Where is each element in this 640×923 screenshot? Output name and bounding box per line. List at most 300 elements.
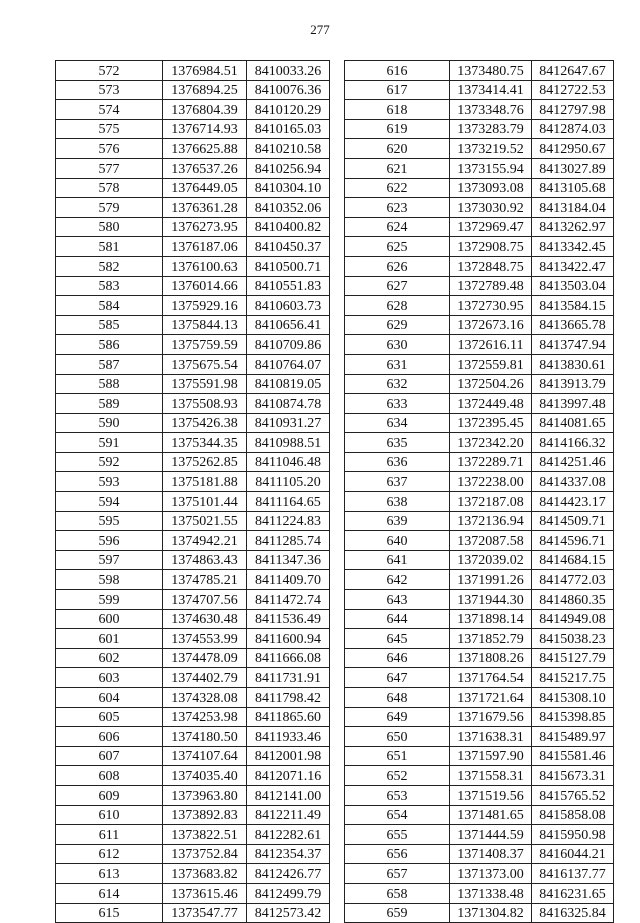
table-row — [56, 178, 330, 198]
x-coordinate-cell: 1374553.99 — [163, 629, 247, 649]
x-coordinate-cell: 1372673.16 — [450, 315, 532, 335]
table-row — [345, 825, 614, 845]
y-coordinate-cell: 8410819.05 — [247, 374, 330, 394]
y-coordinate-cell: 8414423.17 — [532, 492, 614, 512]
x-coordinate-cell: 1371519.56 — [450, 785, 532, 805]
point-number-cell: 589 — [56, 394, 163, 414]
point-number-cell: 636 — [345, 452, 450, 472]
y-coordinate-cell: 8413747.94 — [532, 335, 614, 355]
point-number-cell: 608 — [56, 766, 163, 786]
point-number-cell: 591 — [56, 433, 163, 453]
x-coordinate-cell: 1373480.75 — [450, 61, 532, 81]
x-coordinate-cell: 1371304.82 — [450, 903, 532, 923]
y-coordinate-cell: 8415489.97 — [532, 727, 614, 747]
table-row — [56, 139, 330, 159]
x-coordinate-cell: 1376625.88 — [163, 139, 247, 159]
table-row — [56, 707, 330, 727]
point-number-cell: 637 — [345, 472, 450, 492]
table-row — [56, 354, 330, 374]
table-row — [345, 864, 614, 884]
table-row — [56, 746, 330, 766]
table-row — [56, 472, 330, 492]
table-row — [56, 237, 330, 257]
point-number-cell: 576 — [56, 139, 163, 159]
y-coordinate-cell: 8415858.08 — [532, 805, 614, 825]
y-coordinate-cell: 8412647.67 — [532, 61, 614, 81]
point-number-cell: 621 — [345, 158, 450, 178]
x-coordinate-cell: 1375021.55 — [163, 511, 247, 531]
table-row — [56, 629, 330, 649]
y-coordinate-cell: 8413184.04 — [532, 198, 614, 218]
point-number-cell: 610 — [56, 805, 163, 825]
y-coordinate-cell: 8411865.60 — [247, 707, 330, 727]
coordinates-table-right — [344, 60, 614, 923]
point-number-cell: 605 — [56, 707, 163, 727]
table-row — [345, 570, 614, 590]
x-coordinate-cell: 1373283.79 — [450, 119, 532, 139]
table-row — [56, 805, 330, 825]
y-coordinate-cell: 8412071.16 — [247, 766, 330, 786]
y-coordinate-cell: 8413105.68 — [532, 178, 614, 198]
point-number-cell: 638 — [345, 492, 450, 512]
x-coordinate-cell: 1374253.98 — [163, 707, 247, 727]
x-coordinate-cell: 1372504.26 — [450, 374, 532, 394]
table-row — [56, 61, 330, 81]
y-coordinate-cell: 8412797.98 — [532, 100, 614, 120]
x-coordinate-cell: 1371481.65 — [450, 805, 532, 825]
y-coordinate-cell: 8410120.29 — [247, 100, 330, 120]
point-number-cell: 592 — [56, 452, 163, 472]
x-coordinate-cell: 1371721.64 — [450, 688, 532, 708]
table-row — [345, 590, 614, 610]
point-number-cell: 596 — [56, 531, 163, 551]
point-number-cell: 634 — [345, 413, 450, 433]
y-coordinate-cell: 8414337.08 — [532, 472, 614, 492]
y-coordinate-cell: 8411666.08 — [247, 648, 330, 668]
point-number-cell: 595 — [56, 511, 163, 531]
point-number-cell: 629 — [345, 315, 450, 335]
x-coordinate-cell: 1371638.31 — [450, 727, 532, 747]
table-row — [345, 452, 614, 472]
x-coordinate-cell: 1375929.16 — [163, 296, 247, 316]
x-coordinate-cell: 1373615.46 — [163, 883, 247, 903]
x-coordinate-cell: 1375344.35 — [163, 433, 247, 453]
y-coordinate-cell: 8413503.04 — [532, 276, 614, 296]
x-coordinate-cell: 1376714.93 — [163, 119, 247, 139]
y-coordinate-cell: 8412001.98 — [247, 746, 330, 766]
x-coordinate-cell: 1374107.64 — [163, 746, 247, 766]
x-coordinate-cell: 1371679.56 — [450, 707, 532, 727]
point-number-cell: 655 — [345, 825, 450, 845]
y-coordinate-cell: 8410500.71 — [247, 256, 330, 276]
point-number-cell: 583 — [56, 276, 163, 296]
point-number-cell: 581 — [56, 237, 163, 257]
y-coordinate-cell: 8410210.58 — [247, 139, 330, 159]
x-coordinate-cell: 1372449.48 — [450, 394, 532, 414]
point-number-cell: 612 — [56, 844, 163, 864]
x-coordinate-cell: 1376984.51 — [163, 61, 247, 81]
point-number-cell: 572 — [56, 61, 163, 81]
table-row — [345, 511, 614, 531]
y-coordinate-cell: 8411933.46 — [247, 727, 330, 747]
table-row — [345, 374, 614, 394]
point-number-cell: 630 — [345, 335, 450, 355]
point-number-cell: 617 — [345, 80, 450, 100]
x-coordinate-cell: 1372187.08 — [450, 492, 532, 512]
y-coordinate-cell: 8413422.47 — [532, 256, 614, 276]
y-coordinate-cell: 8411105.20 — [247, 472, 330, 492]
table-row — [56, 609, 330, 629]
x-coordinate-cell: 1376187.06 — [163, 237, 247, 257]
point-number-cell: 622 — [345, 178, 450, 198]
table-row — [56, 374, 330, 394]
x-coordinate-cell: 1372238.00 — [450, 472, 532, 492]
x-coordinate-cell: 1372559.81 — [450, 354, 532, 374]
y-coordinate-cell: 8413665.78 — [532, 315, 614, 335]
table-row — [56, 590, 330, 610]
x-coordinate-cell: 1375759.59 — [163, 335, 247, 355]
x-coordinate-cell: 1376100.63 — [163, 256, 247, 276]
y-coordinate-cell: 8415581.46 — [532, 746, 614, 766]
x-coordinate-cell: 1374785.21 — [163, 570, 247, 590]
table-row — [56, 492, 330, 512]
table-row — [345, 354, 614, 374]
point-number-cell: 649 — [345, 707, 450, 727]
y-coordinate-cell: 8410709.86 — [247, 335, 330, 355]
y-coordinate-cell: 8414949.08 — [532, 609, 614, 629]
table-row — [345, 785, 614, 805]
table-row — [56, 570, 330, 590]
x-coordinate-cell: 1375426.38 — [163, 413, 247, 433]
y-coordinate-cell: 8414772.03 — [532, 570, 614, 590]
x-coordinate-cell: 1372289.71 — [450, 452, 532, 472]
point-number-cell: 613 — [56, 864, 163, 884]
y-coordinate-cell: 8410304.10 — [247, 178, 330, 198]
table-row — [56, 256, 330, 276]
y-coordinate-cell: 8414860.35 — [532, 590, 614, 610]
point-number-cell: 618 — [345, 100, 450, 120]
table-row — [345, 903, 614, 923]
x-coordinate-cell: 1372789.48 — [450, 276, 532, 296]
table-row — [56, 217, 330, 237]
point-number-cell: 582 — [56, 256, 163, 276]
x-coordinate-cell: 1374402.79 — [163, 668, 247, 688]
point-number-cell: 652 — [345, 766, 450, 786]
table-row — [56, 119, 330, 139]
y-coordinate-cell: 8410551.83 — [247, 276, 330, 296]
point-number-cell: 624 — [345, 217, 450, 237]
y-coordinate-cell: 8414684.15 — [532, 550, 614, 570]
x-coordinate-cell: 1374180.50 — [163, 727, 247, 747]
y-coordinate-cell: 8412573.42 — [247, 903, 330, 923]
table-row — [56, 903, 330, 923]
table-row — [56, 825, 330, 845]
point-number-cell: 647 — [345, 668, 450, 688]
point-number-cell: 627 — [345, 276, 450, 296]
y-coordinate-cell: 8415217.75 — [532, 668, 614, 688]
y-coordinate-cell: 8410450.37 — [247, 237, 330, 257]
table-row — [56, 766, 330, 786]
table-row — [56, 883, 330, 903]
x-coordinate-cell: 1371808.26 — [450, 648, 532, 668]
point-number-cell: 586 — [56, 335, 163, 355]
x-coordinate-cell: 1372908.75 — [450, 237, 532, 257]
table-row — [345, 531, 614, 551]
table-row — [345, 746, 614, 766]
y-coordinate-cell: 8415950.98 — [532, 825, 614, 845]
point-number-cell: 603 — [56, 668, 163, 688]
table-row — [345, 100, 614, 120]
x-coordinate-cell: 1371558.31 — [450, 766, 532, 786]
point-number-cell: 644 — [345, 609, 450, 629]
y-coordinate-cell: 8411347.36 — [247, 550, 330, 570]
point-number-cell: 611 — [56, 825, 163, 845]
table-row — [345, 178, 614, 198]
y-coordinate-cell: 8411285.74 — [247, 531, 330, 551]
point-number-cell: 633 — [345, 394, 450, 414]
x-coordinate-cell: 1371898.14 — [450, 609, 532, 629]
x-coordinate-cell: 1374707.56 — [163, 590, 247, 610]
table-row — [56, 276, 330, 296]
x-coordinate-cell: 1372969.47 — [450, 217, 532, 237]
point-number-cell: 641 — [345, 550, 450, 570]
x-coordinate-cell: 1375262.85 — [163, 452, 247, 472]
point-number-cell: 643 — [345, 590, 450, 610]
x-coordinate-cell: 1371944.30 — [450, 590, 532, 610]
table-row — [345, 883, 614, 903]
point-number-cell: 609 — [56, 785, 163, 805]
y-coordinate-cell: 8412874.03 — [532, 119, 614, 139]
point-number-cell: 623 — [345, 198, 450, 218]
x-coordinate-cell: 1375591.98 — [163, 374, 247, 394]
table-row — [345, 394, 614, 414]
y-coordinate-cell: 8410931.27 — [247, 413, 330, 433]
point-number-cell: 587 — [56, 354, 163, 374]
x-coordinate-cell: 1374863.43 — [163, 550, 247, 570]
x-coordinate-cell: 1373963.80 — [163, 785, 247, 805]
x-coordinate-cell: 1372395.45 — [450, 413, 532, 433]
point-number-cell: 584 — [56, 296, 163, 316]
table-row — [345, 315, 614, 335]
point-number-cell: 574 — [56, 100, 163, 120]
x-coordinate-cell: 1371338.48 — [450, 883, 532, 903]
table-row — [56, 785, 330, 805]
point-number-cell: 631 — [345, 354, 450, 374]
table-row — [345, 296, 614, 316]
point-number-cell: 651 — [345, 746, 450, 766]
y-coordinate-cell: 8414166.32 — [532, 433, 614, 453]
point-number-cell: 616 — [345, 61, 450, 81]
table-row — [345, 80, 614, 100]
table-row — [345, 805, 614, 825]
table-row — [345, 198, 614, 218]
point-number-cell: 639 — [345, 511, 450, 531]
y-coordinate-cell: 8411536.49 — [247, 609, 330, 629]
point-number-cell: 632 — [345, 374, 450, 394]
point-number-cell: 602 — [56, 648, 163, 668]
table-row — [345, 256, 614, 276]
x-coordinate-cell: 1373348.76 — [450, 100, 532, 120]
y-coordinate-cell: 8413262.97 — [532, 217, 614, 237]
point-number-cell: 575 — [56, 119, 163, 139]
point-number-cell: 650 — [345, 727, 450, 747]
x-coordinate-cell: 1375844.13 — [163, 315, 247, 335]
point-number-cell: 619 — [345, 119, 450, 139]
y-coordinate-cell: 8410764.07 — [247, 354, 330, 374]
table-row — [56, 80, 330, 100]
x-coordinate-cell: 1372342.20 — [450, 433, 532, 453]
y-coordinate-cell: 8410076.36 — [247, 80, 330, 100]
x-coordinate-cell: 1371408.37 — [450, 844, 532, 864]
point-number-cell: 599 — [56, 590, 163, 610]
table-row — [345, 629, 614, 649]
x-coordinate-cell: 1371597.90 — [450, 746, 532, 766]
y-coordinate-cell: 8415398.85 — [532, 707, 614, 727]
table-row — [345, 492, 614, 512]
y-coordinate-cell: 8416044.21 — [532, 844, 614, 864]
x-coordinate-cell: 1374478.09 — [163, 648, 247, 668]
x-coordinate-cell: 1372616.11 — [450, 335, 532, 355]
y-coordinate-cell: 8411046.48 — [247, 452, 330, 472]
point-number-cell: 578 — [56, 178, 163, 198]
y-coordinate-cell: 8412211.49 — [247, 805, 330, 825]
y-coordinate-cell: 8412499.79 — [247, 883, 330, 903]
y-coordinate-cell: 8413027.89 — [532, 158, 614, 178]
y-coordinate-cell: 8411409.70 — [247, 570, 330, 590]
x-coordinate-cell: 1373219.52 — [450, 139, 532, 159]
point-number-cell: 593 — [56, 472, 163, 492]
page-number: 277 — [310, 22, 330, 37]
table-row — [56, 100, 330, 120]
point-number-cell: 604 — [56, 688, 163, 708]
y-coordinate-cell: 8410165.03 — [247, 119, 330, 139]
y-coordinate-cell: 8412722.53 — [532, 80, 614, 100]
x-coordinate-cell: 1376014.66 — [163, 276, 247, 296]
y-coordinate-cell: 8413913.79 — [532, 374, 614, 394]
point-number-cell: 577 — [56, 158, 163, 178]
point-number-cell: 645 — [345, 629, 450, 649]
table-row — [345, 335, 614, 355]
x-coordinate-cell: 1373414.41 — [450, 80, 532, 100]
x-coordinate-cell: 1375508.93 — [163, 394, 247, 414]
y-coordinate-cell: 8411600.94 — [247, 629, 330, 649]
point-number-cell: 659 — [345, 903, 450, 923]
y-coordinate-cell: 8414596.71 — [532, 531, 614, 551]
x-coordinate-cell: 1373547.77 — [163, 903, 247, 923]
y-coordinate-cell: 8413997.48 — [532, 394, 614, 414]
y-coordinate-cell: 8416325.84 — [532, 903, 614, 923]
x-coordinate-cell: 1375675.54 — [163, 354, 247, 374]
table-body-right — [345, 61, 614, 923]
y-coordinate-cell: 8410656.41 — [247, 315, 330, 335]
point-number-cell: 588 — [56, 374, 163, 394]
point-number-cell: 615 — [56, 903, 163, 923]
table-row — [56, 668, 330, 688]
table-row — [345, 237, 614, 257]
table-row — [56, 198, 330, 218]
table-row — [345, 668, 614, 688]
point-number-cell: 620 — [345, 139, 450, 159]
table-row — [56, 433, 330, 453]
table-row — [345, 276, 614, 296]
x-coordinate-cell: 1376273.95 — [163, 217, 247, 237]
x-coordinate-cell: 1374328.08 — [163, 688, 247, 708]
y-coordinate-cell: 8410988.51 — [247, 433, 330, 453]
y-coordinate-cell: 8412141.00 — [247, 785, 330, 805]
y-coordinate-cell: 8410352.06 — [247, 198, 330, 218]
y-coordinate-cell: 8413342.45 — [532, 237, 614, 257]
y-coordinate-cell: 8410874.78 — [247, 394, 330, 414]
table-row — [56, 550, 330, 570]
y-coordinate-cell: 8413584.15 — [532, 296, 614, 316]
point-number-cell: 598 — [56, 570, 163, 590]
y-coordinate-cell: 8416231.65 — [532, 883, 614, 903]
x-coordinate-cell: 1372848.75 — [450, 256, 532, 276]
table-row — [345, 158, 614, 178]
table-row — [56, 648, 330, 668]
table-row — [56, 864, 330, 884]
point-number-cell: 657 — [345, 864, 450, 884]
x-coordinate-cell: 1374630.48 — [163, 609, 247, 629]
point-number-cell: 573 — [56, 80, 163, 100]
table-row — [56, 531, 330, 551]
y-coordinate-cell: 8412282.61 — [247, 825, 330, 845]
point-number-cell: 579 — [56, 198, 163, 218]
y-coordinate-cell: 8410033.26 — [247, 61, 330, 81]
table-row — [345, 707, 614, 727]
point-number-cell: 590 — [56, 413, 163, 433]
table-row — [345, 472, 614, 492]
y-coordinate-cell: 8414081.65 — [532, 413, 614, 433]
table-row — [345, 844, 614, 864]
point-number-cell: 628 — [345, 296, 450, 316]
x-coordinate-cell: 1375181.88 — [163, 472, 247, 492]
y-coordinate-cell: 8411731.91 — [247, 668, 330, 688]
y-coordinate-cell: 8412950.67 — [532, 139, 614, 159]
x-coordinate-cell: 1371764.54 — [450, 668, 532, 688]
table-row — [345, 648, 614, 668]
table-body-left — [56, 61, 330, 923]
y-coordinate-cell: 8413830.61 — [532, 354, 614, 374]
x-coordinate-cell: 1376537.26 — [163, 158, 247, 178]
point-number-cell: 580 — [56, 217, 163, 237]
table-row — [345, 550, 614, 570]
y-coordinate-cell: 8415038.23 — [532, 629, 614, 649]
x-coordinate-cell: 1376804.39 — [163, 100, 247, 120]
table-row — [56, 394, 330, 414]
table-row — [56, 511, 330, 531]
table-row — [56, 452, 330, 472]
x-coordinate-cell: 1373752.84 — [163, 844, 247, 864]
point-number-cell: 656 — [345, 844, 450, 864]
point-number-cell: 654 — [345, 805, 450, 825]
table-row — [56, 296, 330, 316]
x-coordinate-cell: 1372087.58 — [450, 531, 532, 551]
x-coordinate-cell: 1372039.02 — [450, 550, 532, 570]
y-coordinate-cell: 8415308.10 — [532, 688, 614, 708]
y-coordinate-cell: 8411164.65 — [247, 492, 330, 512]
point-number-cell: 646 — [345, 648, 450, 668]
point-number-cell: 585 — [56, 315, 163, 335]
y-coordinate-cell: 8415673.31 — [532, 766, 614, 786]
x-coordinate-cell: 1376361.28 — [163, 198, 247, 218]
x-coordinate-cell: 1376894.25 — [163, 80, 247, 100]
x-coordinate-cell: 1373892.83 — [163, 805, 247, 825]
point-number-cell: 607 — [56, 746, 163, 766]
x-coordinate-cell: 1374035.40 — [163, 766, 247, 786]
x-coordinate-cell: 1373822.51 — [163, 825, 247, 845]
x-coordinate-cell: 1372136.94 — [450, 511, 532, 531]
